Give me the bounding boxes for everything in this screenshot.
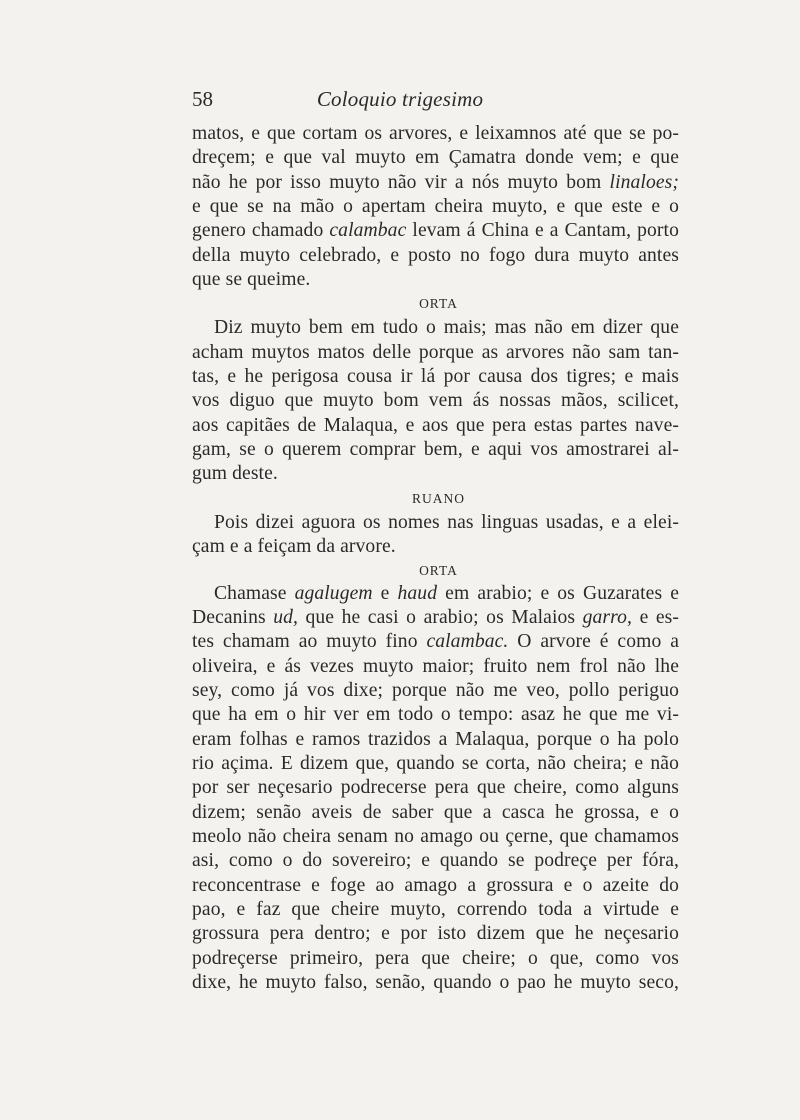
text-line: não he por isso muyto não vir a nós muyto bom linaloes; [192,171,679,193]
text-line: gum deste. [192,463,278,485]
text-line: reconcentrase e foge ao amago a grossura e o azeite do [192,874,679,896]
italic-term: linaloes; [609,171,679,193]
text-line: acham muytos matos delle porque as arvores não sam tan- [192,341,679,363]
text-line: Pois dizei aguora os nomes nas linguas usadas, e a elei- [214,511,679,533]
text-line: e que se na mão o apertam cheira muyto, e que este e o [192,196,679,218]
text-line: eram folhas e ramos trazidos a Malaqua, porque o ha polo [192,728,679,750]
text-line: sey, como já vos dixe; porque não me veo, pollo periguo [192,679,679,701]
text-line: Decanins ud, que he casi o arabio; os Malaios garro, e es- [192,606,680,628]
italic-term: ud, [273,606,299,628]
italic-term: agalugem [294,582,373,604]
text-line: çam e a feiçam da arvore. [192,536,396,558]
italic-term: haud [397,582,438,604]
speaker-label: ORTA [419,562,458,578]
text-line: rio açima. E dizem que, quando se corta, não cheira; e não [192,752,679,774]
speaker-label: RUANO [411,490,465,506]
text-line: Diz muyto bem em tudo o mais; mas não em dizer que [214,317,679,339]
text-line: meolo não cheira senam no amago ou çerne, que chamamos [192,825,679,847]
text-line: della muyto celebrado, e posto no fogo dura muyto antes [192,244,679,266]
body-text [192,122,679,995]
text-line: podreçerse primeiro, pera que cheire; o que, como vos [192,947,679,969]
italic-term: garro, [582,606,633,628]
text-line: tas, e he perigosa cousa ir lá por causa dos tigres; e mais [192,366,679,388]
text-line: grossura pera dentro; e por isto dizem que he neçesario [192,923,679,945]
text-line: matos, e que cortam os arvores, e leixamnos até que se po- [192,123,679,144]
text-line: dreçem; e que val muyto em Çamatra donde vem; e que [192,147,679,169]
text-line: asi, como o do sovereiro; e quando se podreçe per fóra, [192,850,679,872]
text-line: oliveira, e ás vezes muyto maior; fruito nem frol não lhe [192,655,679,677]
speaker-label: ORTA [419,296,458,312]
text-line: dizem; senão aveis de saber que a casca he grossa, e o [192,801,679,823]
text-line: vos diguo que muyto bom vem ás nossas mãos, scilicet, [192,390,679,412]
text-line: dixe, he muyto falso, senão, quando o pao he muyto seco, [192,972,679,993]
text-line: tes chamam ao muyto fino calambac. O arvore é como a [192,631,679,653]
text-line: Chamase agalugem e haud em arabio; e os Guzarates e [214,582,679,604]
text-line: genero chamado calambac levam á China e a Cantam, porto [192,220,680,242]
italic-term: calambac [329,220,407,242]
text-line: aos capitães de Malaqua, e aos que pera estas partes nave- [192,414,679,436]
running-title: Coloquio trigesimo [316,87,484,111]
page-number: 58 [192,87,213,111]
text-line: que se queime. [192,269,311,291]
text-line: por ser neçesario podrecerse pera que cheire, como alguns [192,777,679,799]
text-line: pao, e faz que cheire muyto, correndo toda a virtude e [192,898,679,920]
text-line: que ha em o hir ver em todo o tempo: asaz he que me vi- [192,704,679,726]
text-line: gam, se o querem comprar bem, e aqui vos amostrarei al- [192,439,679,461]
italic-term: calambac. [426,631,509,653]
